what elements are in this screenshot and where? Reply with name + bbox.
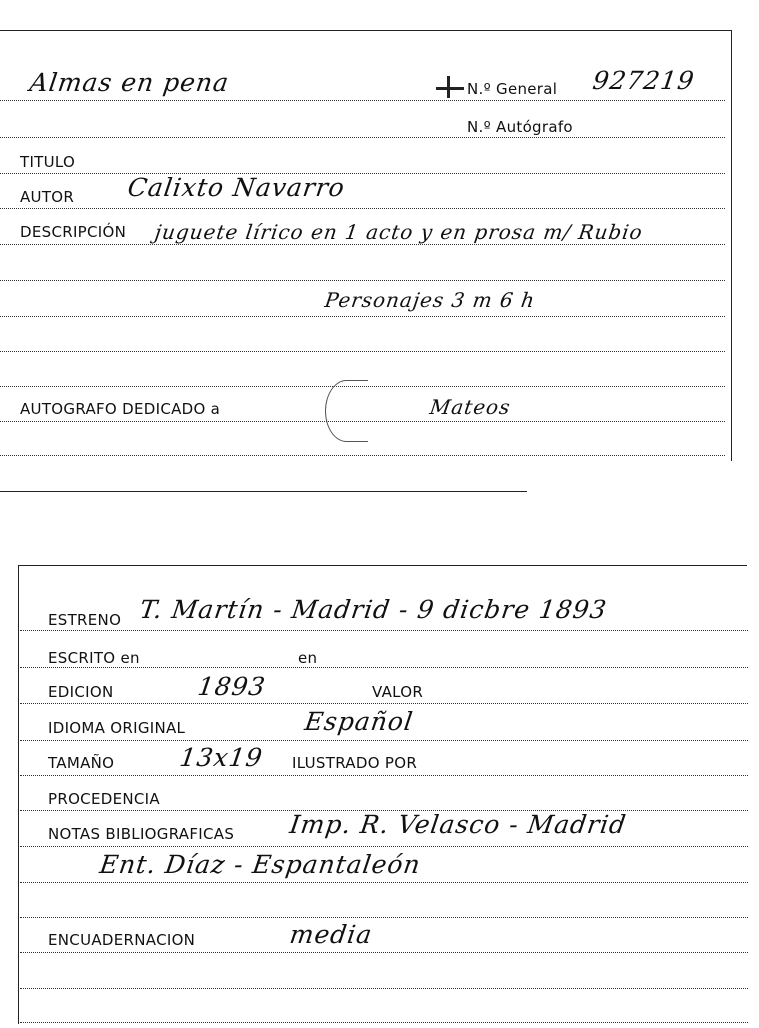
rule: [20, 952, 748, 953]
notas-value: Imp. R. Velasco - Madrid: [287, 810, 629, 839]
rule: [20, 667, 748, 668]
autor-label: AUTOR: [20, 188, 75, 206]
rule: [20, 1022, 748, 1023]
dedicado-value: Mateos: [428, 395, 513, 419]
rule: [0, 316, 725, 317]
dedicado-label: AUTOGRAFO DEDICADO a: [20, 400, 221, 418]
cross-mark: [436, 87, 464, 90]
rule: [0, 173, 725, 174]
ilustrado-label: ILUSTRADO POR: [292, 754, 418, 772]
descripcion-value: juguete lírico en 1 acto y en prosa m/ Rubio: [153, 220, 645, 244]
cross-mark: [447, 76, 450, 98]
autor-value: Calixto Navarro: [125, 173, 347, 202]
idioma-label: IDIOMA ORIGINAL: [48, 719, 186, 737]
general-number-value: 927219: [590, 66, 697, 95]
general-number-label: N.º General: [467, 80, 558, 98]
tamano-value: 13x19: [177, 743, 265, 772]
rule: [20, 882, 748, 883]
estreno-label: ESTRENO: [48, 611, 122, 629]
rule: [0, 208, 725, 209]
tamano-label: TAMAÑO: [48, 754, 115, 772]
titulo-label: TITULO: [20, 153, 76, 171]
procedencia-label: PROCEDENCIA: [48, 790, 160, 808]
rule: [20, 988, 748, 989]
valor-label: VALOR: [372, 683, 424, 701]
estreno-value: T. Martín - Madrid - 9 dicbre 1893: [137, 595, 609, 624]
en-label: en: [298, 649, 318, 667]
card-separator: [0, 491, 527, 492]
notas-value-line2: Ent. Díaz - Espantaleón: [97, 850, 423, 879]
rule: [20, 917, 748, 918]
edicion-value: 1893: [195, 672, 268, 701]
rule: [20, 630, 748, 631]
notas-label: NOTAS BIBLIOGRAFICAS: [48, 825, 235, 843]
rule: [0, 244, 725, 245]
edicion-label: EDICION: [48, 683, 114, 701]
idioma-value: Español: [302, 707, 416, 736]
autograph-number-label: N.º Autógrafo: [467, 118, 573, 136]
rule: [0, 421, 725, 422]
rule: [0, 137, 725, 138]
rule: [20, 846, 748, 847]
escrito-label: ESCRITO en: [48, 649, 140, 667]
rule: [0, 100, 725, 101]
rule: [20, 703, 748, 704]
rule: [0, 351, 725, 352]
stamp-seal: [325, 380, 368, 442]
rule: [0, 280, 725, 281]
descripcion-label: DESCRIPCIÓN: [20, 223, 127, 241]
encuadernacion-value: media: [287, 920, 375, 949]
encuadernacion-label: ENCUADERNACION: [48, 931, 196, 949]
rule: [20, 775, 748, 776]
card-title-handwritten: Almas en pena: [27, 68, 232, 97]
rule: [20, 740, 748, 741]
descripcion-value-line2: Personajes 3 m 6 h: [323, 288, 537, 312]
rule: [0, 455, 725, 456]
